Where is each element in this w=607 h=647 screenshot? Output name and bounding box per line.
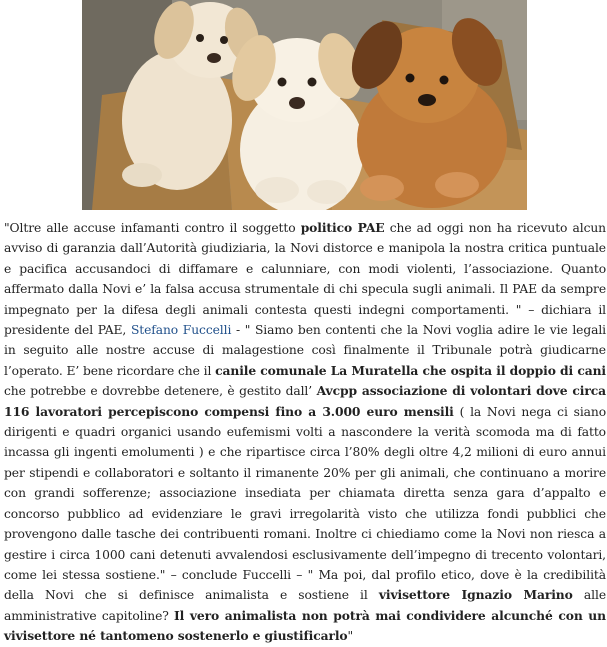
bold-run: vivisettore Ignazio Marino <box>378 587 573 603</box>
article-body <box>4 218 606 647</box>
bold-run: politico PAE <box>300 220 385 235</box>
bold-run: Avcpp associazione di volontari dove circa 116 lavoratori percepiscono compensi fino a 3.000 euro mensili <box>4 383 606 419</box>
puppies-photo <box>82 0 527 210</box>
text-run: - " Siamo ben contenti che la Novi voglia adire le vie legali in seguito alle nostre accuse di malagestione così finalmente il Tribunale potrà giudicarne l’operato. E’ bene ricordare che il <box>4 323 606 378</box>
text-run: "Oltre alle accuse infamanti contro il soggetto <box>4 221 301 235</box>
text-run: alle amministrative capitoline? <box>4 588 606 623</box>
text-run: che ad oggi non ha ricevuto alcun avviso di garanzia dall’Autorità giudiziaria, la Novi distorce e manipola la nostra critica puntuale e pacifica accusandoci di diffamare e calunniare, con modi violenti, l’associazione. Quanto affermato dalla Novi e’ la falsa accusa strumentale di chi specula sugli animali. Il PAE da sempre impegnato per la difesa degli animali contesta questi indegni comportamenti. " – dichiara il presidente del PAE, <box>4 221 606 338</box>
author-link[interactable]: Stefano Fuccelli <box>130 323 232 338</box>
article-paragraph <box>4 218 606 647</box>
bold-run: Il vero animalista non potrà mai condividere alcunché con un vivisettore né tantomeno sostenerlo e giustificarlo <box>4 607 606 644</box>
text-run: " <box>347 629 354 644</box>
text-run: ( la Novi nega ci siano dirigenti e quadri organici usando eufemismi volti a nascondere la verità scomoda ma di fatto incassa gli ingenti emolumenti ) e che ripartisce circa l’80% degli oltre 4,2 milioni di euro annui per stipendi e collaboratori e soltanto il rimanente 20% per gli animali, che continuano a morire con grandi sofferenze; associazione insediata per chiamata diretta senza gara d’appalto e concorso pubblico ad evidenziare le gravi irregolarità visto che utilizza fondi pubblici che provengono dalle tasche dei contribuenti romani. Inoltre ci chiediamo come la Novi non riesca a gestire i circa 1000 cani detenuti avvalendosi esclusivamente dell’impegno di trecento volontari, come lei stessa sostiene." – conclude Fuccelli – " Ma poi, dal profilo etico, dove è la credibilità della Novi che si definisce animalista e sostiene il <box>4 404 607 603</box>
photo-puppies-icon <box>82 0 527 210</box>
bold-run: canile comunale La Muratella che ospita il doppio di cani <box>215 362 606 378</box>
text-run: che potrebbe e dovrebbe detenere, è gestito dall’ <box>4 384 317 399</box>
